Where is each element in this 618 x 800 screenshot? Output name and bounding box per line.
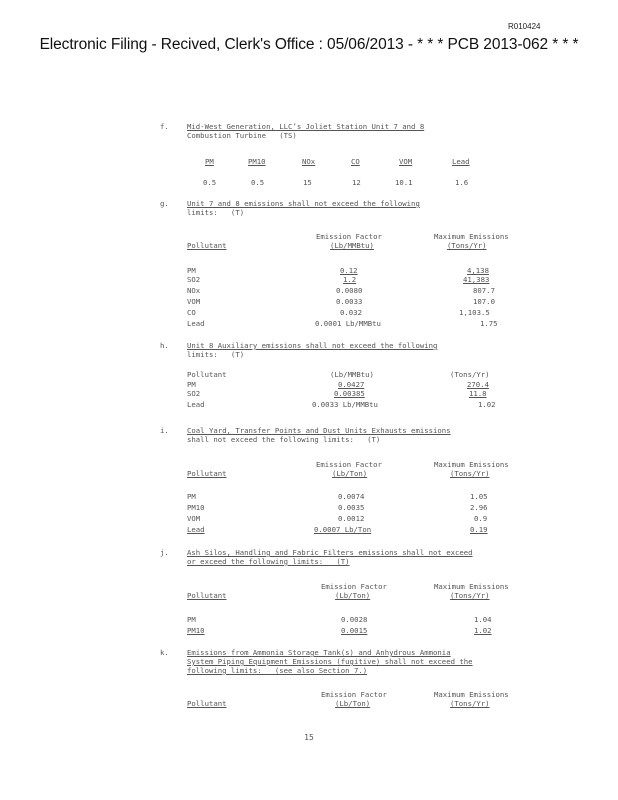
header-maximum-emissions: Maximum Emissions: [434, 232, 509, 241]
cell-value: 12: [352, 178, 361, 187]
table-row-factor: 0.0035: [338, 503, 365, 512]
header-emission-unit: (Tons/Yr): [450, 370, 490, 379]
filing-stamp: Electronic Filing - Recived, Clerk's Office : 05/06/2013 - * * * PCB 2013-062 * * *: [39, 36, 579, 53]
table-row-factor: 0.12: [340, 266, 358, 275]
header-factor-unit: (Lb/MMBtu): [330, 370, 374, 379]
table-row-emissions: 2.96: [470, 503, 488, 512]
section-marker: f.: [160, 122, 169, 131]
table-row-pollutant: PM10: [187, 503, 205, 512]
header-pollutant: Pollutant: [187, 469, 227, 478]
header-emission-factor: Emission Factor: [316, 232, 382, 241]
table-row-pollutant: VOM: [187, 297, 201, 306]
table-row-emissions: 1,103.5: [459, 308, 490, 317]
header-emission-factor: Emission Factor: [321, 582, 387, 591]
section-k-line3: following limits: (see also Section 7.): [187, 666, 368, 675]
header-pollutant: Pollutant: [187, 370, 227, 379]
section-marker: i.: [160, 426, 169, 435]
cell-value: 0.5: [251, 178, 265, 187]
table-row-factor: 0.0007 Lb/Ton: [314, 525, 372, 534]
section-i-line2: shall not exceed the following limits: (T): [187, 435, 381, 444]
section-k-line1: Emissions from Ammonia Storage Tank(s) and Anhydrous Ammonia: [187, 648, 451, 657]
table-row-emissions: 0.9: [474, 514, 488, 523]
table-row-emissions: 270.4: [467, 380, 489, 389]
col-header: Lead: [452, 157, 470, 166]
col-header: PM: [205, 157, 214, 166]
table-row-pollutant: PM: [187, 266, 196, 275]
header-emission-factor: Emission Factor: [316, 460, 382, 469]
table-row-factor: 0.0012: [338, 514, 365, 523]
section-marker: g.: [160, 199, 169, 208]
header-factor-unit: (Lb/Ton): [332, 469, 368, 478]
cell-value: 15: [303, 178, 312, 187]
section-marker: j.: [160, 548, 169, 557]
section-j-line1: Ash Silos, Handling and Fabric Filters emissions shall not exceed: [187, 548, 473, 557]
header-pollutant: Pollutant: [187, 591, 227, 600]
table-row-emissions: 1.05: [470, 492, 488, 501]
table-row-pollutant: SO2: [187, 389, 201, 398]
section-i-line1: Coal Yard, Transfer Points and Dust Units Exhausts emissions: [187, 426, 451, 435]
table-row-emissions: 1.75: [480, 319, 498, 328]
table-row-factor: 0.0080: [336, 286, 363, 295]
header-emission-unit: (Tons/Yr): [450, 591, 490, 600]
table-row-factor: 0.0033 Lb/MMBtu: [312, 400, 378, 409]
table-row-emissions: 41,383: [463, 275, 490, 284]
header-pollutant: Pollutant: [187, 699, 227, 708]
table-row-pollutant: PM: [187, 380, 196, 389]
col-header: PM10: [248, 157, 266, 166]
section-f-line1: Mid-West Generation, LLC’s Joliet Station Unit 7 and 8: [187, 122, 425, 131]
section-g-line2: limits: (T): [187, 208, 245, 217]
table-row-pollutant: PM: [187, 492, 196, 501]
table-row-emissions: 807.7: [473, 286, 495, 295]
table-row-pollutant: Lead: [187, 319, 205, 328]
table-row-emissions: 107.0: [473, 297, 495, 306]
table-row-factor: 0.0074: [338, 492, 365, 501]
header-pollutant: Pollutant: [187, 241, 227, 250]
table-row-factor: 0.00385: [334, 389, 365, 398]
header-emission-factor: Emission Factor: [321, 690, 387, 699]
table-row-emissions: 0.19: [470, 525, 488, 534]
table-row-pollutant: SO2: [187, 275, 201, 284]
header-factor-unit: (Lb/MMBtu): [330, 241, 374, 250]
table-row-emissions: 1.04: [474, 615, 492, 624]
table-row-emissions: 1.02: [474, 626, 492, 635]
col-header: VOM: [399, 157, 413, 166]
table-row-pollutant: Lead: [187, 525, 205, 534]
section-marker: k.: [160, 648, 169, 657]
page-number: 15: [304, 733, 314, 742]
section-g-line1: Unit 7 and 8 emissions shall not exceed the following: [187, 199, 420, 208]
table-row-factor: 1.2: [343, 275, 357, 284]
table-row-factor: 0.0427: [338, 380, 365, 389]
table-row-emissions: 4,138: [467, 266, 489, 275]
header-emission-unit: (Tons/Yr): [450, 469, 490, 478]
section-j-line2: or exceed the following limits: (T): [187, 557, 350, 566]
table-row-emissions: 1.02: [478, 400, 496, 409]
header-maximum-emissions: Maximum Emissions: [434, 460, 509, 469]
page-id: R010424: [508, 22, 541, 31]
table-row-factor: 0.0033: [336, 297, 363, 306]
col-header: NOx: [302, 157, 316, 166]
cell-value: 1.6: [455, 178, 469, 187]
table-row-factor: 0.0028: [341, 615, 368, 624]
header-maximum-emissions: Maximum Emissions: [434, 582, 509, 591]
table-row-pollutant: CO: [187, 308, 196, 317]
header-emission-unit: (Tons/Yr): [447, 241, 487, 250]
table-row-emissions: 11.8: [469, 389, 487, 398]
header-emission-unit: (Tons/Yr): [450, 699, 490, 708]
table-row-pollutant: PM10: [187, 626, 205, 635]
table-row-pollutant: VOM: [187, 514, 201, 523]
table-row-pollutant: PM: [187, 615, 196, 624]
section-marker: h.: [160, 341, 169, 350]
table-row-factor: 0.0015: [341, 626, 368, 635]
header-maximum-emissions: Maximum Emissions: [434, 690, 509, 699]
header-factor-unit: (Lb/Ton): [335, 699, 371, 708]
col-header: CO: [351, 157, 360, 166]
cell-value: 0.5: [203, 178, 217, 187]
section-h-line1: Unit 8 Auxiliary emissions shall not exceed the following: [187, 341, 438, 350]
table-row-pollutant: Lead: [187, 400, 205, 409]
table-row-factor: 0.0001 Lb/MMBtu: [315, 319, 381, 328]
table-row-pollutant: NOx: [187, 286, 201, 295]
table-row-factor: 0.032: [340, 308, 362, 317]
section-h-line2: limits: (T): [187, 350, 245, 359]
header-factor-unit: (Lb/Ton): [335, 591, 371, 600]
cell-value: 10.1: [395, 178, 413, 187]
section-f-line2: Combustion Turbine (TS): [187, 131, 297, 140]
section-k-line2: System Piping Equipment Emissions (fugitive) shall not exceed the: [187, 657, 473, 666]
